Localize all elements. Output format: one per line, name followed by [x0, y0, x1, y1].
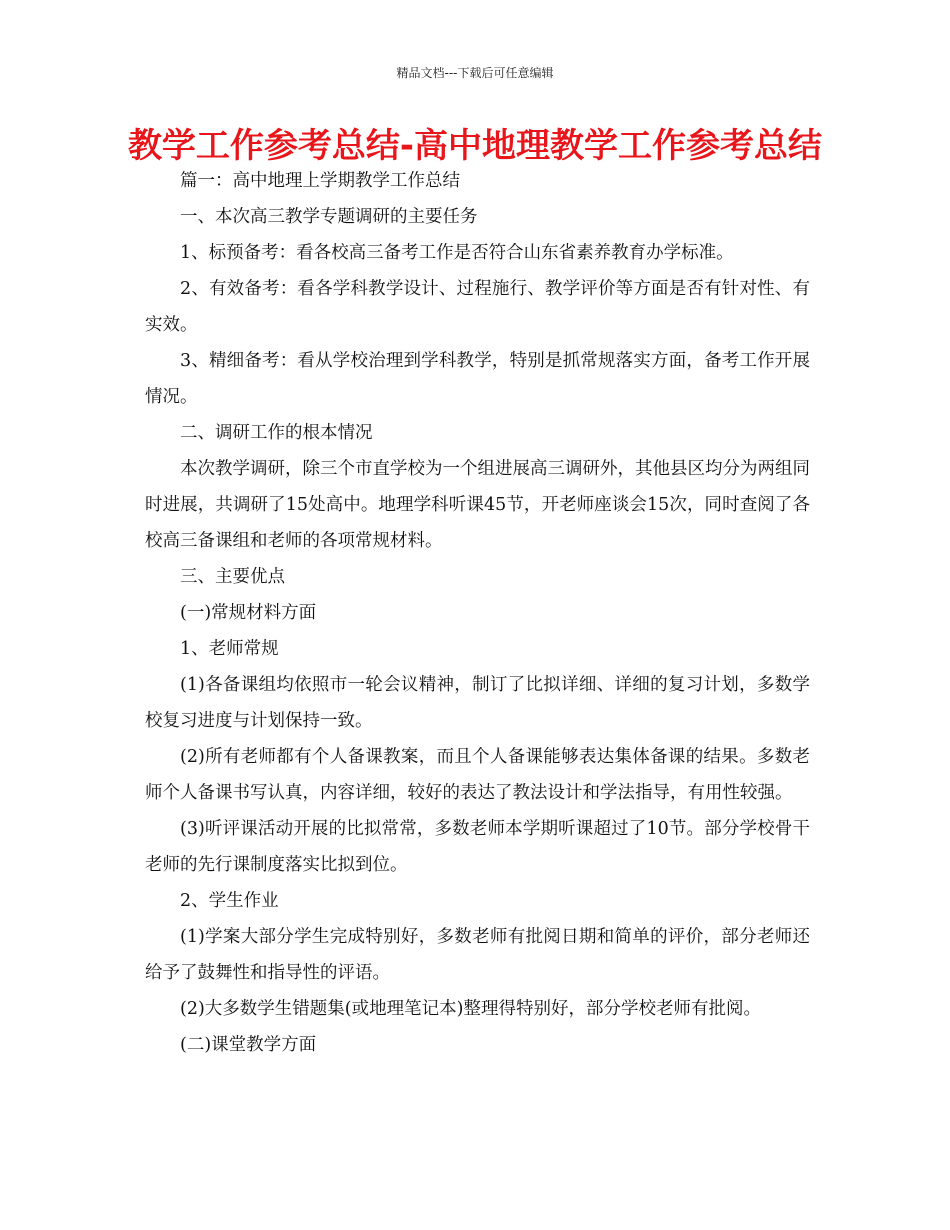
paragraph: 1、老师常规 [180, 639, 279, 659]
paragraph: 本次教学调研，除三个市直学校为一个组进展高三调研外，其他县区均分为两组同时进展，共调研了15处高中。地理学科听课45节，开老师座谈会15次，同时查阅了各校高三备课组和老师的各项常规材料。 [145, 459, 810, 551]
paragraph: (2)大多数学生错题集(或地理笔记本)整理得特别好，部分学校老师有批阅。 [180, 999, 761, 1019]
paragraph: 篇一：高中地理上学期教学工作总结 [180, 171, 460, 191]
paragraph: (1)各备课组均依照市一轮会议精神，制订了比拟详细、详细的复习计划，多数学校复习进度与计划保持一致。 [145, 675, 810, 731]
paragraph: 3、精细备考：看从学校治理到学科教学，特别是抓常规落实方面，备考工作开展情况。 [145, 351, 810, 407]
paragraph: 二、调研工作的根本情况 [180, 423, 373, 443]
header-note: 精品文档---下载后可任意编辑 [396, 66, 554, 80]
paragraph: 一、本次高三教学专题调研的主要任务 [180, 207, 478, 227]
paragraph: 1、标预备考：看各校高三备考工作是否符合山东省素养教育办学标准。 [180, 243, 734, 263]
paragraph: (1)学案大部分学生完成特别好，多数老师有批阅日期和简单的评价，部分老师还给予了鼓舞性和指导性的评语。 [145, 927, 810, 983]
paragraph: (一)常规材料方面 [180, 603, 317, 623]
paragraph: (二)课堂教学方面 [180, 1035, 317, 1055]
paragraph: (3)听评课活动开展的比拟常常，多数老师本学期听课超过了10节。部分学校骨干老师的先行课制度落实比拟到位。 [145, 819, 810, 875]
document-title: 教学工作参考总结-高中地理教学工作参考总结 [127, 126, 823, 166]
paragraph: 2、学生作业 [180, 891, 279, 911]
document-body [145, 163, 810, 1063]
paragraph: (2)所有老师都有个人备课教案，而且个人备课能够表达集体备课的结果。多数老师个人备课书写认真，内容详细，较好的表达了教法设计和学法指导，有用性较强。 [145, 747, 810, 803]
paragraph: 2、有效备考：看各学科教学设计、过程施行、教学评价等方面是否有针对性、有实效。 [145, 279, 810, 335]
paragraph: 三、主要优点 [180, 567, 285, 587]
